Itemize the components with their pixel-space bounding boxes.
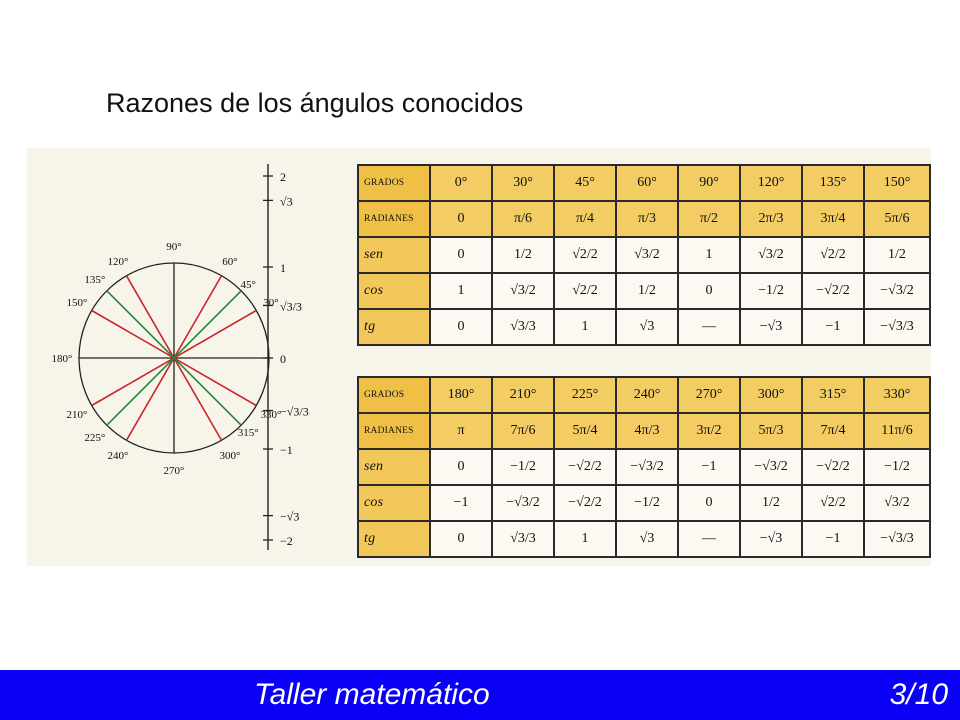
table-cell: 7π/6 [492, 413, 554, 449]
table-cell: √2/2 [554, 273, 616, 309]
table-cell: 30° [492, 165, 554, 201]
table-cell: — [678, 309, 740, 345]
table-cell: 0 [430, 309, 492, 345]
table-cell: 4π/3 [616, 413, 678, 449]
table-cell: −1/2 [616, 485, 678, 521]
table-row [358, 309, 930, 345]
table-cell: 5π/4 [554, 413, 616, 449]
table-cell: 0 [430, 201, 492, 237]
angle-label: 120° [107, 256, 129, 269]
unit-circle-diagram [27, 150, 327, 560]
axis-label: √3 [280, 194, 293, 209]
row-header: tg [358, 521, 430, 557]
table-cell: π/2 [678, 201, 740, 237]
angle-label: 180° [51, 353, 73, 365]
row-header: sen [358, 237, 430, 273]
table-cell: 300° [740, 377, 802, 413]
table-cell: 330° [864, 377, 930, 413]
table-row [358, 413, 930, 449]
table-cell: √2/2 [554, 237, 616, 273]
angle-label: 240° [107, 449, 129, 462]
axis-label: 2 [280, 170, 286, 184]
angle-label: 270° [163, 465, 185, 477]
table-cell: 0 [430, 521, 492, 557]
table-cell: √3/3 [492, 309, 554, 345]
table-cell: 0 [430, 449, 492, 485]
table-cell: 225° [554, 377, 616, 413]
table-cell: 135° [802, 165, 864, 201]
row-header: cos [358, 485, 430, 521]
footer-bar [0, 670, 960, 720]
table-row [358, 521, 930, 557]
table-cell: −√3 [740, 309, 802, 345]
table-cell: √3/2 [616, 237, 678, 273]
table-cell: √3/3 [492, 521, 554, 557]
table-row [358, 485, 930, 521]
angle-label: 300° [219, 449, 241, 462]
table-cell: 240° [616, 377, 678, 413]
page-number: 3/10 [889, 678, 948, 711]
table-cell: 150° [864, 165, 930, 201]
table-row [358, 201, 930, 237]
table-cell: 1/2 [616, 273, 678, 309]
table-cell: 0° [430, 165, 492, 201]
table-cell: −1/2 [740, 273, 802, 309]
table-cell: −1 [678, 449, 740, 485]
table-cell: 270° [678, 377, 740, 413]
table-cell: −√3/2 [492, 485, 554, 521]
row-header: cos [358, 273, 430, 309]
table-cell: −1 [802, 521, 864, 557]
table-cell: 1 [430, 273, 492, 309]
table-cell: √3 [616, 309, 678, 345]
table-cell: 90° [678, 165, 740, 201]
table-cell: 1/2 [864, 237, 930, 273]
axis-label: −1 [280, 443, 293, 457]
table-cell: π/6 [492, 201, 554, 237]
table-cell: −1/2 [864, 449, 930, 485]
angle-label: 150° [66, 297, 88, 309]
table-cell: 5π/3 [740, 413, 802, 449]
angle-label: 90° [166, 241, 182, 253]
table-cell: −√3/2 [616, 449, 678, 485]
row-header: GRADOS [358, 377, 430, 413]
table-cell: π [430, 413, 492, 449]
row-header: tg [358, 309, 430, 345]
table-cell: 210° [492, 377, 554, 413]
table-cell: 3π/4 [802, 201, 864, 237]
table-cell: √3/2 [492, 273, 554, 309]
table-cell: 120° [740, 165, 802, 201]
angle-label: 315° [237, 427, 259, 440]
axis-label: −√3/3 [280, 404, 309, 419]
table-cell: √3/2 [740, 237, 802, 273]
footer-title: Taller matemático [254, 678, 490, 711]
table-cell: — [678, 521, 740, 557]
table-cell: 45° [554, 165, 616, 201]
table-cell: −√3/2 [864, 273, 930, 309]
angle-label: 330° [260, 409, 282, 421]
table-cell: −√3/2 [740, 449, 802, 485]
table-cell: π/4 [554, 201, 616, 237]
angle-label: 60° [222, 256, 238, 269]
table-cell: 2π/3 [740, 201, 802, 237]
table-cell: −1 [430, 485, 492, 521]
table-cell: −√3 [740, 521, 802, 557]
axis-label: √3/3 [280, 299, 302, 314]
table-cell: −√2/2 [554, 485, 616, 521]
row-header: RADIANES [358, 201, 430, 237]
table-cell: √3/2 [864, 485, 930, 521]
axis-label: −√3 [280, 509, 300, 524]
table-row [358, 165, 930, 201]
table-cell: 1 [554, 309, 616, 345]
angles-table-bottom [357, 376, 931, 558]
table-cell: −1/2 [492, 449, 554, 485]
table-cell: −√3/3 [864, 521, 930, 557]
table-row [358, 273, 930, 309]
table-cell: 1/2 [740, 485, 802, 521]
table-cell: π/3 [616, 201, 678, 237]
angle-label: 30° [263, 297, 279, 309]
angle-label: 45° [240, 278, 256, 291]
table-cell: 7π/4 [802, 413, 864, 449]
table-cell: 60° [616, 165, 678, 201]
table-cell: 1 [554, 521, 616, 557]
table-cell: 315° [802, 377, 864, 413]
table-cell: 5π/6 [864, 201, 930, 237]
axis-label: 0 [280, 352, 286, 366]
slide-title: Razones de los ángulos conocidos [106, 88, 524, 118]
table-cell: −√3/3 [864, 309, 930, 345]
axis-label: −2 [280, 534, 293, 548]
table-cell: 0 [678, 273, 740, 309]
table-row [358, 449, 930, 485]
table-cell: −1 [802, 309, 864, 345]
table-cell: 0 [430, 237, 492, 273]
row-header: GRADOS [358, 165, 430, 201]
table-cell: 1/2 [492, 237, 554, 273]
table-cell: −√2/2 [802, 273, 864, 309]
table-cell: 11π/6 [864, 413, 930, 449]
angle-label: 210° [66, 409, 88, 421]
table-cell: −√2/2 [802, 449, 864, 485]
angle-label: 225° [84, 432, 106, 445]
table-cell: √2/2 [802, 485, 864, 521]
table-cell: 0 [678, 485, 740, 521]
table-row [358, 377, 930, 413]
table-cell: √2/2 [802, 237, 864, 273]
table-cell: 1 [678, 237, 740, 273]
table-cell: 180° [430, 377, 492, 413]
table-cell: −√2/2 [554, 449, 616, 485]
table-cell: 3π/2 [678, 413, 740, 449]
table-row [358, 237, 930, 273]
row-header: RADIANES [358, 413, 430, 449]
table-cell: √3 [616, 521, 678, 557]
axis-label: 1 [280, 261, 286, 275]
angles-table-top [357, 164, 931, 346]
angle-label: 135° [84, 273, 106, 286]
row-header: sen [358, 449, 430, 485]
